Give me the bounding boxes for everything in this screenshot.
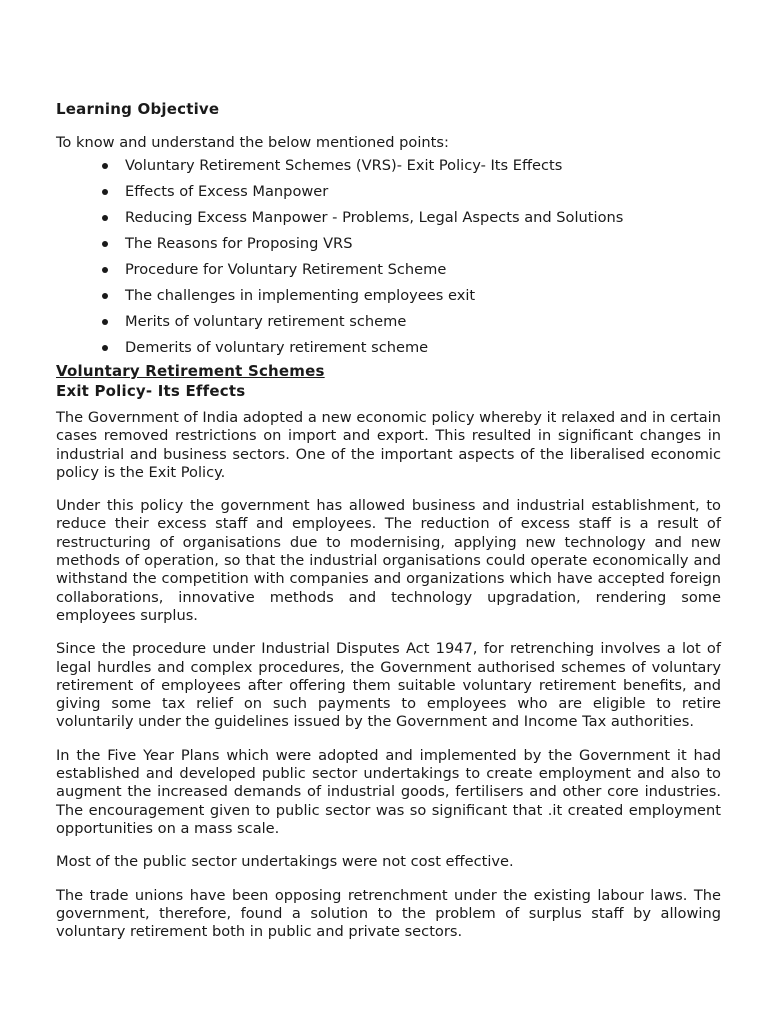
list-item-text: The challenges in implementing employees exit: [125, 287, 476, 304]
list-item-text: Demerits of voluntary retirement scheme: [125, 339, 429, 356]
objectives-list: [56, 153, 721, 361]
paragraph: The trade unions have been opposing retrenchment under the existing labour laws. The government, therefore, found a solution to the problem of surplus staff by allowing voluntary retirement both in public and private sectors.: [56, 886, 721, 941]
paragraph: Under this policy the government has allowed business and industrial establishment, to reduce their excess staff and employees. The reduction of excess staff is a result of restructuring of organisations due to modernising, applying new technology and new methods of operation, so that the industrial organisations could operate economically and withstand the competition with companies and organizations which have accepted foreign collaborations, innovative methods and technology upgradation, rendering some employees surplus.: [56, 497, 721, 624]
list-item-text: The Reasons for Proposing VRS: [125, 235, 353, 252]
bullet-icon: [102, 267, 108, 273]
section-title: Voluntary Retirement Schemes: [56, 362, 325, 380]
learning-objective-heading: Learning Objective: [56, 100, 220, 118]
list-item: [102, 309, 721, 335]
paragraph: Since the procedure under Industrial Disputes Act 1947, for retrenching involves a lot of legal hurdles and complex procedures, the Government authorised schemes of voluntary retirement of employees after offering them suitable voluntary retirement benefits, and giving some tax relief on such payments to employees who are eligible to retire voluntarily under the guidelines issued by the Government and Income Tax authorities.: [56, 640, 721, 731]
list-item: [102, 179, 721, 205]
list-item-text: Merits of voluntary retirement scheme: [125, 313, 407, 330]
list-item-text: Reducing Excess Manpower - Problems, Legal Aspects and Solutions: [125, 209, 624, 226]
bullet-icon: [102, 319, 108, 325]
section-subtitle: Exit Policy- Its Effects: [56, 382, 246, 400]
bullet-icon: [102, 189, 108, 195]
paragraph: Most of the public sector undertakings were not cost effective.: [56, 853, 514, 871]
document-page: [56, 99, 721, 941]
list-item: [102, 153, 721, 179]
bullet-icon: [102, 345, 108, 351]
list-item-text: Effects of Excess Manpower: [125, 183, 329, 200]
list-item: [102, 231, 721, 257]
list-item: [102, 335, 721, 361]
list-item: [102, 205, 721, 231]
bullet-icon: [102, 293, 108, 299]
list-item-text: Voluntary Retirement Schemes (VRS)- Exit Policy- Its Effects: [125, 157, 563, 174]
bullet-icon: [102, 215, 108, 221]
list-item-text: Procedure for Voluntary Retirement Scheme: [125, 261, 447, 278]
paragraph: In the Five Year Plans which were adopted and implemented by the Government it had established and developed public sector undertakings to create employment and also to augment the increased demands of industrial goods, fertilisers and other core industries. The encouragement given to public sector was so significant that .it created employment opportunities on a mass scale.: [56, 746, 721, 837]
list-item: [102, 283, 721, 309]
paragraph: The Government of India adopted a new economic policy whereby it relaxed and in certain cases removed restrictions on import and export. This resulted in significant changes in industrial and business sectors. One of the important aspects of the liberalised economic policy is the Exit Policy.: [56, 409, 721, 481]
bullet-icon: [102, 163, 108, 169]
list-item: [102, 257, 721, 283]
bullet-icon: [102, 241, 108, 247]
intro-text: To know and understand the below mentioned points:: [56, 134, 449, 151]
